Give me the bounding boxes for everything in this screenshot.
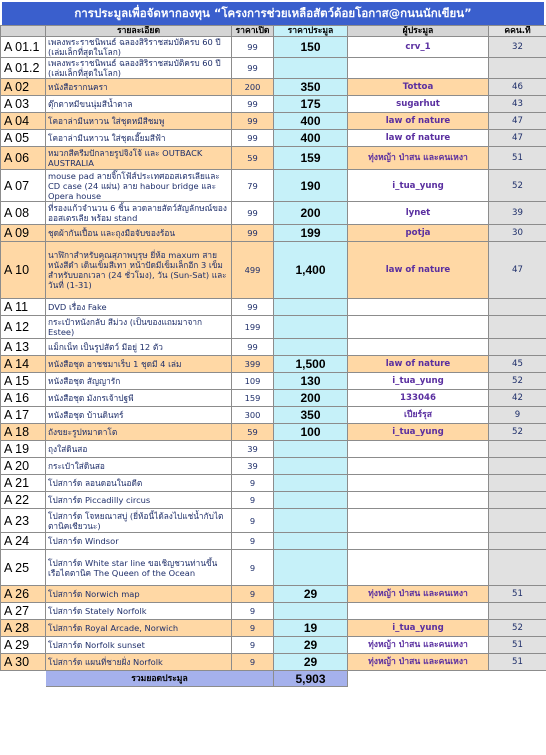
bidder-name: เปียร์รุส	[348, 407, 489, 424]
bidder-score	[489, 299, 546, 316]
bidder-name	[348, 299, 489, 316]
bidder-name: i_tua_yung	[348, 373, 489, 390]
bidder-name	[348, 475, 489, 492]
bidder-score: 47	[489, 130, 546, 147]
item-code: A 24	[1, 533, 46, 550]
table-row	[1, 37, 546, 58]
table-row	[1, 58, 546, 79]
item-code: A 25	[1, 550, 46, 586]
bid-price: 200	[274, 390, 348, 407]
bid-price: 1,400	[274, 242, 348, 299]
bidder-score	[489, 339, 546, 356]
opening-price: 39	[232, 458, 274, 475]
table-row	[1, 620, 546, 637]
bid-price: 29	[274, 586, 348, 603]
bid-price: 29	[274, 654, 348, 671]
item-code: A 15	[1, 373, 46, 390]
item-code: A 27	[1, 603, 46, 620]
item-description: เพลงพระราชนิพนธ์ ฉลองสิริราชสมบัติครบ 60 ปี (เล่มเล็กที่สุดในโลก)	[46, 37, 232, 58]
opening-price: 399	[232, 356, 274, 373]
item-code: A 22	[1, 492, 46, 509]
bidder-name: ทุ่งหญ้า ป่าสน และคนเหงา	[348, 637, 489, 654]
bid-price	[274, 316, 348, 339]
bidder-score: 52	[489, 373, 546, 390]
bidder-name: i_tua_yung	[348, 620, 489, 637]
item-description: นาฬิกาสำหรับคุณสุภาพบุรุษ ยี่ห้อ maxum สายหนังสีดำ เดินเข็มสีเทา หน้าปัดมีเข็มเล็กอีก 3 เข็มสำหรับบอกเวลา (24 ชั่วโมง), วัน (Sun-Sat) และวันที่ (1-31)	[46, 242, 232, 299]
opening-price: 300	[232, 407, 274, 424]
table-row	[1, 492, 546, 509]
item-code: A 16	[1, 390, 46, 407]
item-description: โคอาล่ามีนหาวน ใส่ชุดเอี๊ยมสีฟ้า	[46, 130, 232, 147]
total-spacer	[1, 671, 46, 687]
opening-price: 9	[232, 603, 274, 620]
bidder-score: 46	[489, 79, 546, 96]
table-row	[1, 202, 546, 225]
item-code: A 17	[1, 407, 46, 424]
bidder-score	[489, 550, 546, 586]
opening-price: 9	[232, 654, 274, 671]
item-description: โปสการ์ด Windsor	[46, 533, 232, 550]
bid-price: 1,500	[274, 356, 348, 373]
opening-price: 499	[232, 242, 274, 299]
item-description: โปสการ์ด Stately Norfolk	[46, 603, 232, 620]
bidder-name: lynet	[348, 202, 489, 225]
table-row	[1, 654, 546, 671]
opening-price: 9	[232, 475, 274, 492]
opening-price: 9	[232, 637, 274, 654]
header-code	[1, 26, 46, 37]
bidder-name: law of nature	[348, 113, 489, 130]
item-code: A 13	[1, 339, 46, 356]
table-row	[1, 113, 546, 130]
item-code: A 23	[1, 509, 46, 533]
bid-price: 150	[274, 37, 348, 58]
header-bid-price: ราคาประมูล	[274, 26, 348, 37]
bid-price: 199	[274, 225, 348, 242]
bid-price	[274, 533, 348, 550]
table-row	[1, 424, 546, 441]
item-description: โปสการ์ด White star line ขอเชิญชวนท่านขึ้นเรือไตตานิค The Queen of the Ocean	[46, 550, 232, 586]
bidder-score: 47	[489, 113, 546, 130]
item-code: A 04	[1, 113, 46, 130]
bidder-name: i_tua_yung	[348, 424, 489, 441]
item-description: ตุ๊กตาหมีขนนุ่มสีน้ำตาล	[46, 96, 232, 113]
bid-price	[274, 458, 348, 475]
opening-price: 39	[232, 441, 274, 458]
bidder-score	[489, 316, 546, 339]
table-row	[1, 390, 546, 407]
table-row	[1, 170, 546, 202]
bid-price	[274, 299, 348, 316]
opening-price: 99	[232, 202, 274, 225]
item-code: A 10	[1, 242, 46, 299]
bidder-name	[348, 458, 489, 475]
item-code: A 18	[1, 424, 46, 441]
item-code: A 28	[1, 620, 46, 637]
item-code: A 01.2	[1, 58, 46, 79]
opening-price: 59	[232, 424, 274, 441]
opening-price: 99	[232, 37, 274, 58]
item-code: A 09	[1, 225, 46, 242]
item-code: A 20	[1, 458, 46, 475]
item-code: A 29	[1, 637, 46, 654]
table-row	[1, 130, 546, 147]
item-description: หนังสือชุด บ้านดินทร์	[46, 407, 232, 424]
opening-price: 99	[232, 299, 274, 316]
bidder-name: i_tua_yung	[348, 170, 489, 202]
opening-price: 99	[232, 339, 274, 356]
item-description: กระเป๋าหนังกลับ สีม่วง (เป็นของแถมมาจาก Estee)	[46, 316, 232, 339]
bid-price: 350	[274, 79, 348, 96]
bid-price: 400	[274, 113, 348, 130]
total-label: รวมยอดประมูล	[46, 671, 274, 687]
bid-price: 159	[274, 147, 348, 170]
opening-price: 99	[232, 113, 274, 130]
table-row	[1, 533, 546, 550]
opening-price: 9	[232, 586, 274, 603]
item-code: A 08	[1, 202, 46, 225]
opening-price: 59	[232, 147, 274, 170]
item-description: กระเป๋าใส่ดินสอ	[46, 458, 232, 475]
table-row	[1, 339, 546, 356]
bidder-name: law of nature	[348, 356, 489, 373]
bid-price	[274, 58, 348, 79]
item-description: โปสการ์ด แผนที่ชายฝั่ง Norfolk	[46, 654, 232, 671]
header-opening-price: ราคาเปิด	[232, 26, 274, 37]
total-row	[1, 671, 546, 687]
opening-price: 9	[232, 620, 274, 637]
bid-price: 350	[274, 407, 348, 424]
opening-price: 79	[232, 170, 274, 202]
bidder-name: Tottoa	[348, 79, 489, 96]
bidder-name	[348, 441, 489, 458]
bidder-name	[348, 533, 489, 550]
item-description: ถุงใส่ดินสอ	[46, 441, 232, 458]
bidder-name	[348, 509, 489, 533]
bidder-score	[489, 509, 546, 533]
bidder-score: 9	[489, 407, 546, 424]
opening-price: 9	[232, 492, 274, 509]
item-description: โปสการ์ด โจหยณาสบู่ (ยี่ห้อนี้ได้ลงไปแช่น้ำกับไตตานิคเชียวนะ)	[46, 509, 232, 533]
header-description: รายละเอียด	[46, 26, 232, 37]
bid-price: 130	[274, 373, 348, 390]
bidder-name	[348, 58, 489, 79]
bidder-name: ทุ่งหญ้า ป่าสน และคนเหงา	[348, 147, 489, 170]
total-value: 5,903	[274, 671, 348, 687]
item-code: A 05	[1, 130, 46, 147]
opening-price: 9	[232, 533, 274, 550]
item-description: หนังสือชุด มังกรเจ้าปฐพี	[46, 390, 232, 407]
bidder-name: 133046	[348, 390, 489, 407]
table-row	[1, 603, 546, 620]
item-code: A 02	[1, 79, 46, 96]
opening-price: 9	[232, 550, 274, 586]
item-code: A 06	[1, 147, 46, 170]
table-row	[1, 225, 546, 242]
item-code: A 14	[1, 356, 46, 373]
item-code: A 11	[1, 299, 46, 316]
bidder-name	[348, 550, 489, 586]
bidder-score: 43	[489, 96, 546, 113]
table-row	[1, 586, 546, 603]
bidder-score: 45	[489, 356, 546, 373]
bidder-score	[489, 492, 546, 509]
table-row	[1, 407, 546, 424]
item-description: mouse pad ลายจิ๊กโฟ้ส์ประเทศออสเตรเลียและ CD case (24 แผ่น) ลาย habour bridge และ Opera house	[46, 170, 232, 202]
bidder-score	[489, 475, 546, 492]
bid-price: 190	[274, 170, 348, 202]
bidder-score	[489, 458, 546, 475]
bid-price: 29	[274, 637, 348, 654]
bidder-score	[489, 533, 546, 550]
bid-price: 175	[274, 96, 348, 113]
item-description: โปสการ์ด ลอนดอนในอดีต	[46, 475, 232, 492]
table-row	[1, 356, 546, 373]
bid-price: 200	[274, 202, 348, 225]
opening-price: 199	[232, 316, 274, 339]
opening-price: 109	[232, 373, 274, 390]
bidder-score: 51	[489, 654, 546, 671]
bidder-score: 52	[489, 170, 546, 202]
bidder-score	[489, 603, 546, 620]
bidder-score: 39	[489, 202, 546, 225]
total-spacer-right	[348, 671, 546, 687]
table-row	[1, 509, 546, 533]
item-code: A 19	[1, 441, 46, 458]
item-code: A 01.1	[1, 37, 46, 58]
bidder-score: 42	[489, 390, 546, 407]
table-row	[1, 441, 546, 458]
table-row	[1, 373, 546, 390]
bidder-score: 51	[489, 147, 546, 170]
header-bidder: ผู้ประมูล	[348, 26, 489, 37]
item-description: หมวกสีครีมปักลายรูปจิงโจ้ และ OUTBACK AUSTRALIA	[46, 147, 232, 170]
auction-table	[0, 25, 546, 687]
bidder-score: 30	[489, 225, 546, 242]
opening-price: 9	[232, 509, 274, 533]
page-title: การประมูลเพื่อจัดหากองทุน “โครงการช่วยเหลือสัตว์ด้อยโอกาส@กนนนักเขียน”	[2, 2, 544, 25]
bidder-score: 47	[489, 242, 546, 299]
item-description: หนังสือชุด สัญญารัก	[46, 373, 232, 390]
item-code: A 21	[1, 475, 46, 492]
bidder-name	[348, 316, 489, 339]
bidder-name: sugarhut	[348, 96, 489, 113]
bid-price	[274, 492, 348, 509]
bid-price: 19	[274, 620, 348, 637]
bidder-name: law of nature	[348, 130, 489, 147]
item-description: โปสการ์ด Norwich map	[46, 586, 232, 603]
bidder-score: 32	[489, 37, 546, 58]
bidder-name: ทุ่งหญ้า ป่าสน และคนเหงา	[348, 586, 489, 603]
table-row	[1, 550, 546, 586]
item-description: ที่รองแก้วจำนวน 6 ชิ้น ลวดลายสัตว์สัญลักษณ์ของออสเตรเลีย พร้อม stand	[46, 202, 232, 225]
bidder-score: 51	[489, 637, 546, 654]
opening-price: 99	[232, 225, 274, 242]
item-description: DVD เรื่อง Fake	[46, 299, 232, 316]
bid-price	[274, 509, 348, 533]
table-row	[1, 299, 546, 316]
item-description: ถังขยะรูปหมาดาโต	[46, 424, 232, 441]
item-code: A 30	[1, 654, 46, 671]
item-description: เพลงพระราชนิพนธ์ ฉลองสิริราชสมบัติครบ 60 ปี (เล่มเล็กที่สุดในโลก)	[46, 58, 232, 79]
opening-price: 159	[232, 390, 274, 407]
item-description: แม็กเน็ท เป็นรูปสัตว์ มีอยู่ 12 ตัว	[46, 339, 232, 356]
item-code: A 03	[1, 96, 46, 113]
opening-price: 99	[232, 130, 274, 147]
opening-price: 99	[232, 58, 274, 79]
opening-price: 99	[232, 96, 274, 113]
table-row	[1, 96, 546, 113]
opening-price: 200	[232, 79, 274, 96]
bidder-score: 51	[489, 586, 546, 603]
bidder-name	[348, 492, 489, 509]
table-header-row	[1, 26, 546, 37]
bid-price: 400	[274, 130, 348, 147]
bidder-score: 52	[489, 620, 546, 637]
bid-price	[274, 550, 348, 586]
bidder-score	[489, 441, 546, 458]
item-description: โปสการ์ด Royal Arcade, Norwich	[46, 620, 232, 637]
bidder-score	[489, 58, 546, 79]
bid-price	[274, 441, 348, 458]
table-row	[1, 147, 546, 170]
table-row	[1, 637, 546, 654]
bidder-name	[348, 603, 489, 620]
item-description: หนังสือรากนครา	[46, 79, 232, 96]
item-description: ชุดผ้ากันเปื้อน และถุงมือจับของร้อน	[46, 225, 232, 242]
item-description: หนังสือชุด อาชชมาเร็บ 1 ชุดมี 4 เล่ม	[46, 356, 232, 373]
item-code: A 12	[1, 316, 46, 339]
bidder-name: crv_1	[348, 37, 489, 58]
item-description: โปสการ์ด Piccadilly circus	[46, 492, 232, 509]
table-row	[1, 242, 546, 299]
bid-price	[274, 339, 348, 356]
bidder-score: 52	[489, 424, 546, 441]
item-description: โปสการ์ด Norfolk sunset	[46, 637, 232, 654]
item-code: A 26	[1, 586, 46, 603]
item-code: A 07	[1, 170, 46, 202]
bid-price	[274, 603, 348, 620]
table-row	[1, 475, 546, 492]
bid-price: 100	[274, 424, 348, 441]
bidder-name	[348, 339, 489, 356]
table-row	[1, 79, 546, 96]
header-score: คคน.ที่	[489, 26, 546, 37]
bidder-name: law of nature	[348, 242, 489, 299]
bid-price	[274, 475, 348, 492]
bidder-name: ทุ่งหญ้า ป่าสน และคนเหงา	[348, 654, 489, 671]
bidder-name: potja	[348, 225, 489, 242]
table-row	[1, 316, 546, 339]
table-row	[1, 458, 546, 475]
item-description: โคอาล่ามีนหาวน ใส่ชุดหมีสีชมพู	[46, 113, 232, 130]
